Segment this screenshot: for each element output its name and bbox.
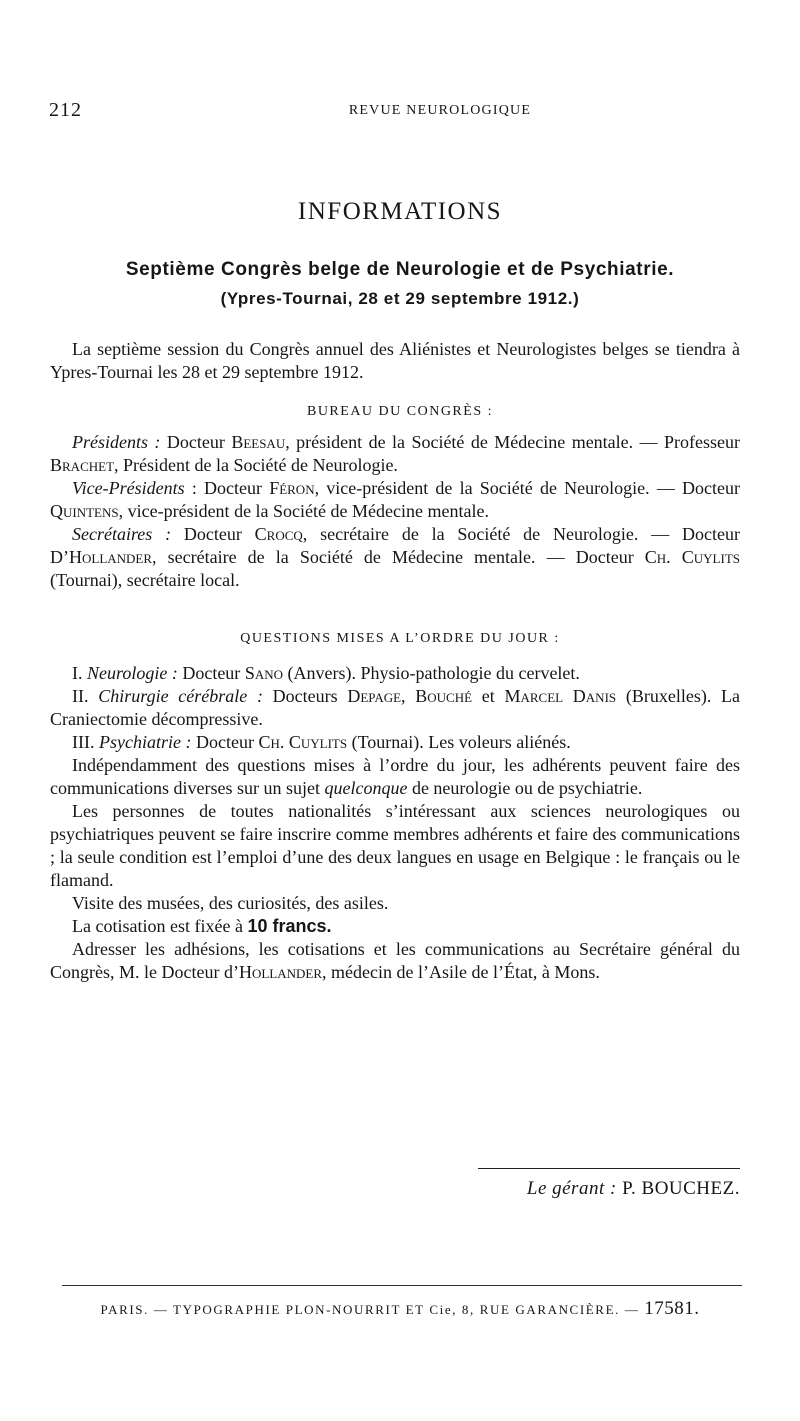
body-paragraph: Adresser les adhésions, les cotisations et les communications au Secrétaire général du Congrès, M. le Docteur d’Hollander, médecin de l’Asile de l’État, à Mons.	[50, 939, 740, 982]
body-paragraph: Les personnes de toutes nationalités s’intéressant aux sciences neurologiques ou psychiatriques peuvent se faire inscrire comme membres adhérents et faire des communications ; la seule condition est l’emploi d’une des deux langues en usage en Belgique : le français ou le flamand.	[50, 801, 740, 890]
presidents-label: Présidents :	[72, 432, 161, 452]
emphasis: quelconque	[324, 778, 408, 798]
person-name: Féron	[269, 478, 315, 498]
person-name: Ch. Cuylits	[258, 732, 348, 752]
questions-heading: QUESTIONS MISES A L’ORDRE DU JOUR :	[240, 631, 560, 646]
congress-title: Septième Congrès belge de Neurologie et de Psychiatrie.	[125, 259, 675, 280]
question-topic: Chirurgie cérébrale :	[98, 686, 263, 706]
person-name: Crocq	[254, 524, 303, 544]
question-item: I. Neurologie : Docteur Sano (Anvers). Physio-pathologie du cervelet.	[72, 663, 580, 683]
presidents-entry: Présidents : Docteur Beesau, président de la Société de Médecine mentale. — Professeur Brachet, Président de la Société de Neurologie.	[50, 432, 741, 475]
secretaires-label: Secrétaires :	[72, 524, 172, 544]
question-item: II. Chirurgie cérébrale : Docteurs Depage, Bouché et Marcel Danis (Bruxelles). La Craniectomie décompressive.	[50, 686, 741, 729]
person-name: Hollander	[69, 547, 153, 567]
body-paragraph: Indépendamment des questions mises à l’ordre du jour, les adhérents peuvent faire des communications diverses sur un sujet quelconque de neurologie ou de psychiatrie.	[50, 755, 740, 798]
signature-line	[470, 1178, 740, 1200]
question-topic: Psychiatrie :	[98, 732, 192, 752]
person-name: Quintens	[50, 501, 119, 521]
bureau-section	[50, 431, 740, 592]
fee-amount: 10 francs.	[247, 916, 332, 936]
person-name: Depage	[347, 686, 402, 706]
section-title: INFORMATIONS	[297, 198, 503, 225]
person-name: Ch. Cuylits	[644, 547, 740, 567]
secretaires-entry: Secrétaires : Docteur Crocq, secrétaire de la Société de Neurologie. — Docteur D’Hollander, secrétaire de la Société de Médecine mentale. — Docteur Ch. Cuylits (Tournai), secrétaire local.	[50, 524, 740, 590]
person-name: Sano	[244, 663, 283, 683]
question-topic: Neurologie :	[87, 663, 178, 683]
person-name: Bouché	[415, 686, 473, 706]
signature-name: P. BOUCHEZ.	[616, 1178, 740, 1199]
body-paragraph: La cotisation est fixée à 10 francs.	[72, 916, 332, 936]
imprint-rule	[62, 1285, 742, 1286]
person-name: Hollander	[238, 962, 323, 982]
running-head: REVUE NEUROLOGIQUE	[348, 103, 532, 118]
vice-presidents-entry: Vice-Présidents : Docteur Féron, vice-président de la Société de Neurologie. — Docteur Quintens, vice-président de la Société de Médecine mentale.	[50, 478, 740, 521]
person-name: Brachet	[50, 455, 115, 475]
imprint-text: PARIS. — TYPOGRAPHIE PLON-NOURRIT ET Cie, 8, RUE GARANCIÈRE. —	[100, 1302, 645, 1317]
printer-imprint	[0, 1298, 800, 1320]
signature-label: Le gérant :	[526, 1178, 617, 1199]
congress-subtitle: (Ypres-Tournai, 28 et 29 septembre 1912.)	[220, 289, 580, 308]
questions-section	[50, 662, 740, 984]
person-name: Beesau	[231, 432, 286, 452]
question-item: III. Psychiatrie : Docteur Ch. Cuylits (Tournai). Les voleurs aliénés.	[72, 732, 571, 752]
intro-paragraph	[50, 338, 740, 384]
person-name: Marcel Danis	[504, 686, 617, 706]
bureau-heading: BUREAU DU CONGRÈS :	[306, 404, 493, 419]
page-number: 212	[49, 99, 82, 121]
intro-text: La septième session du Congrès annuel des Aliénistes et Neurologistes belges se tiendra à Ypres-Tournai les 28 et 29 septembre 1912.	[50, 339, 740, 382]
vice-presidents-label: Vice-Présidents	[72, 478, 185, 498]
imprint-number: 17581.	[644, 1298, 700, 1319]
signature-rule	[478, 1168, 740, 1169]
body-paragraph: Visite des musées, des curiosités, des asiles.	[72, 893, 389, 913]
